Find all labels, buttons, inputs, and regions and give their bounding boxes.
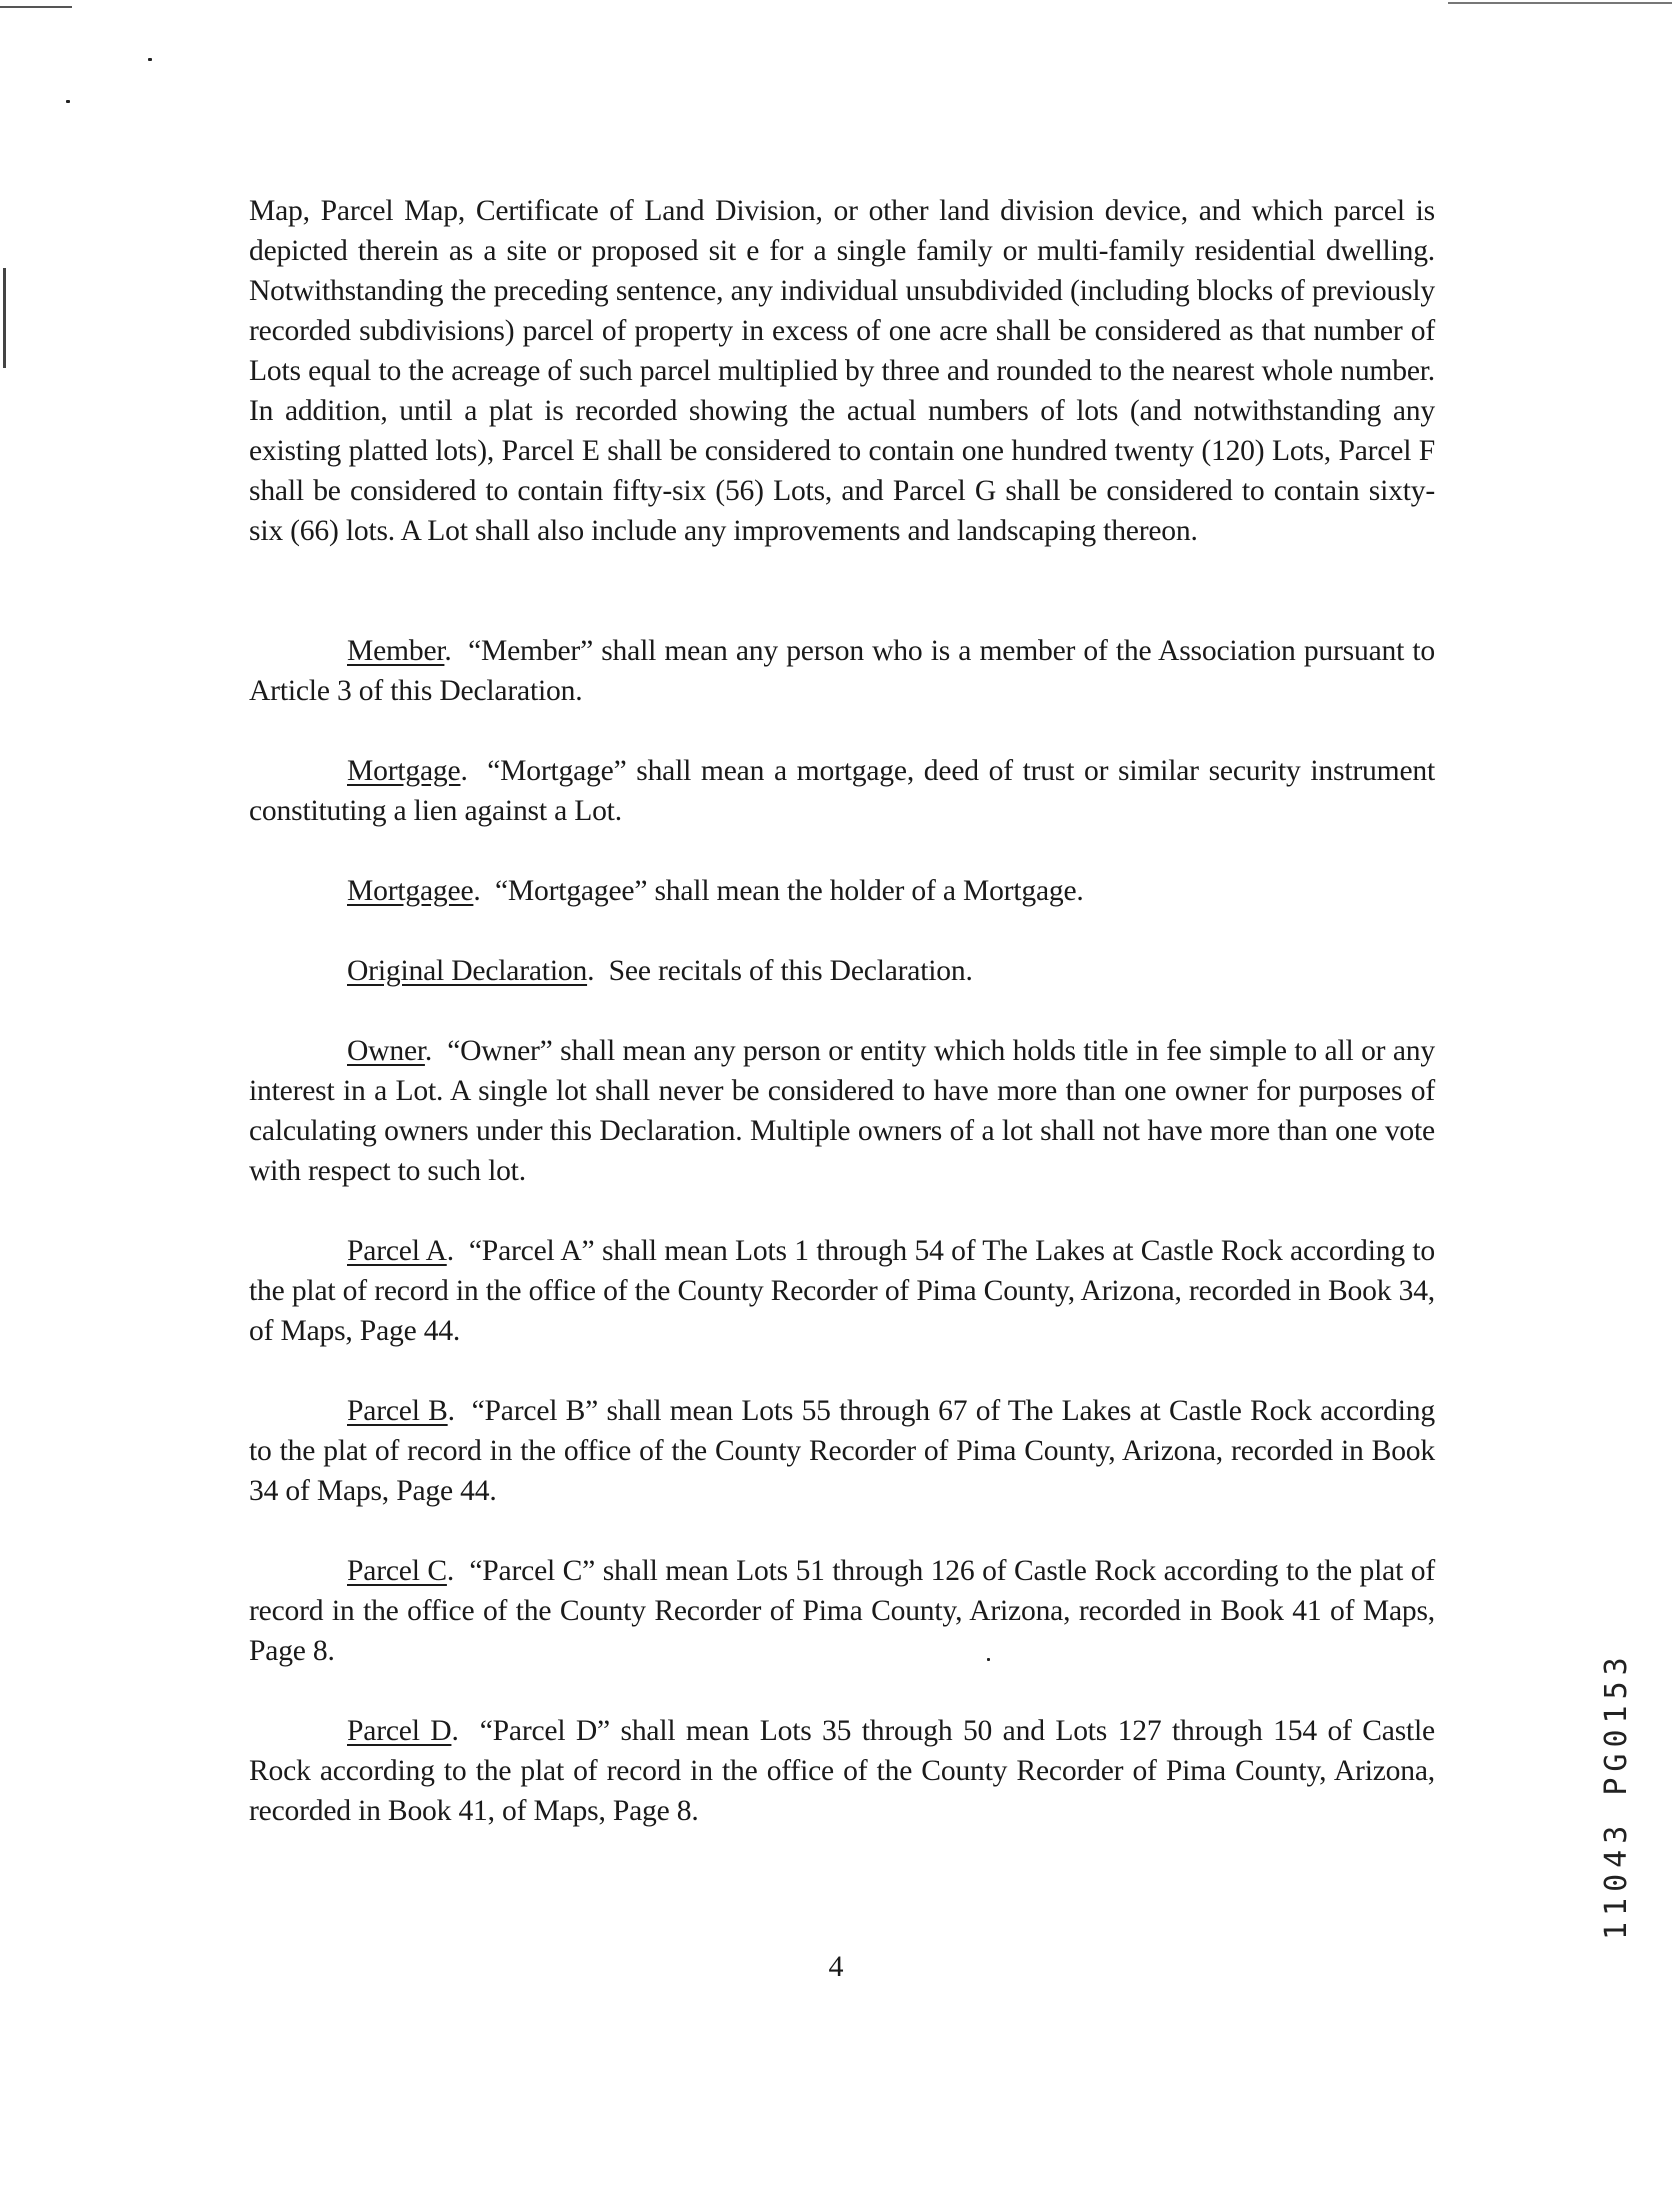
definition-term: Mortgagee [347,875,474,907]
scan-artifact-top-right [1448,2,1672,4]
definition-text: “Parcel D” shall mean Lots 35 through 50 and Lots 127 through 154 of Castle Rock according to the plat of record in the office of the County Recorder of Pima County, Arizona, recorded in Book 41, of Maps, Page 8. [249,1715,1435,1827]
recorder-stamp-text: 11043 PG0153 [1599,1651,1634,1940]
definition-text: “Parcel A” shall mean Lots 1 through 54 of The Lakes at Castle Rock according to the plat of record in the office of the County Recorder of Pima County, Arizona, recorded in Book 34, of Maps, Page 44. [249,1235,1435,1347]
scan-speck [66,100,70,103]
definition-parcel-d: Parcel D. “Parcel D” shall mean Lots 35 through 50 and Lots 127 through 154 of Castle Rock according to the plat of record in the office of the County Recorder of Pima County, Arizona, recorded in Book 41, of Maps, Page 8. [249,1715,1435,1827]
definition-text: “Parcel B” shall mean Lots 55 through 67 of The Lakes at Castle Rock according to the plat of record in the office of the County Recorder of Pima County, Arizona, recorded in Book 34 of Maps, Page 44. [249,1395,1435,1507]
recorder-stamp [1591,1560,1634,1940]
definition-term: Parcel C [347,1555,447,1587]
definition-term: Owner [347,1035,425,1067]
scan-speck [148,58,152,61]
definition-owner: Owner. “Owner” shall mean any person or entity which holds title in fee simple to all or any interest in a Lot. A single lot shall never be considered to have more than one owner for purposes of calculating owners under this Declaration. Multiple owners of a lot shall not have more than one vote with respect to such lot. [249,1035,1435,1187]
definition-original-declaration: Original Declaration. See recitals of this Declaration. [347,955,973,987]
definition-term: Parcel D [347,1715,452,1747]
definition-text: “Owner” shall mean any person or entity which holds title in fee simple to all or any interest in a Lot. A single lot shall never be considered to have more than one owner for purposes of calculating owners under this Declaration. Multiple owners of a lot shall not have more than one vote with respect to such lot. [249,1035,1435,1187]
definition-mortgage: Mortgage. “Mortgage” shall mean a mortgage, deed of trust or similar security instrument constituting a lien against a Lot. [249,755,1435,827]
definition-text: “Mortgage” shall mean a mortgage, deed of trust or similar security instrument constituting a lien against a Lot. [249,755,1435,827]
scan-artifact-left-bar [3,268,6,368]
definition-term: Original Declaration [347,955,588,987]
page-number: 4 [828,1950,844,1983]
definition-parcel-a: Parcel A. “Parcel A” shall mean Lots 1 through 54 of The Lakes at Castle Rock according to the plat of record in the office of the County Recorder of Pima County, Arizona, recorded in Book 34, of Maps, Page 44. [249,1235,1435,1347]
definition-term: Mortgage [347,755,461,787]
definition-mortgagee: Mortgagee. “Mortgagee” shall mean the holder of a Mortgage. [347,875,1084,907]
definition-text: See recitals of this Declaration. [608,955,973,987]
definition-text: “Mortgagee” shall mean the holder of a Mortgage. [495,875,1084,907]
definition-term: Parcel A [347,1235,447,1267]
lot-definition-continuation: Map, Parcel Map, Certificate of Land Division, or other land division device, and which parcel is depicted therein as a site or proposed sit e for a single family or multi-family residential dwelling. Notwithstanding the preceding sentence, any individual unsubdivided (including blocks of previously recorded subdivisions) parcel of property in excess of one acre shall be considered as that number of Lots equal to the acreage of such parcel multiplied by three and rounded to the nearest whole number. In addition, until a plat is recorded showing the actual numbers of lots (and notwithstanding any existing platted lots), Parcel E shall be considered to contain one hundred twenty (120) Lots, Parcel F shall be considered to contain fifty-six (56) Lots, and Parcel G shall be considered to contain sixty-six (66) lots. A Lot shall also include any improvements and landscaping thereon. [249,195,1435,547]
definition-parcel-b: Parcel B. “Parcel B” shall mean Lots 55 through 67 of The Lakes at Castle Rock according to the plat of record in the office of the County Recorder of Pima County, Arizona, recorded in Book 34 of Maps, Page 44. [249,1395,1435,1507]
definition-parcel-c: Parcel C. “Parcel C” shall mean Lots 51 through 126 of Castle Rock according to the plat of record in the office of the County Recorder of Pima County, Arizona, recorded in Book 41 of Maps, Page 8. [249,1555,1435,1667]
definition-member: Member. “Member” shall mean any person who is a member of the Association pursuant to Article 3 of this Declaration. [249,635,1435,707]
scan-artifact-top-left [0,6,72,8]
definition-term: Member [347,635,445,667]
definition-text: “Parcel C” shall mean Lots 51 through 126 of Castle Rock according to the plat of record in the office of the County Recorder of Pima County, Arizona, recorded in Book 41 of Maps, Page 8. [249,1555,1435,1667]
definition-text: “Member” shall mean any person who is a member of the Association pursuant to Article 3 of this Declaration. [249,635,1435,707]
definition-term: Parcel B [347,1395,448,1427]
